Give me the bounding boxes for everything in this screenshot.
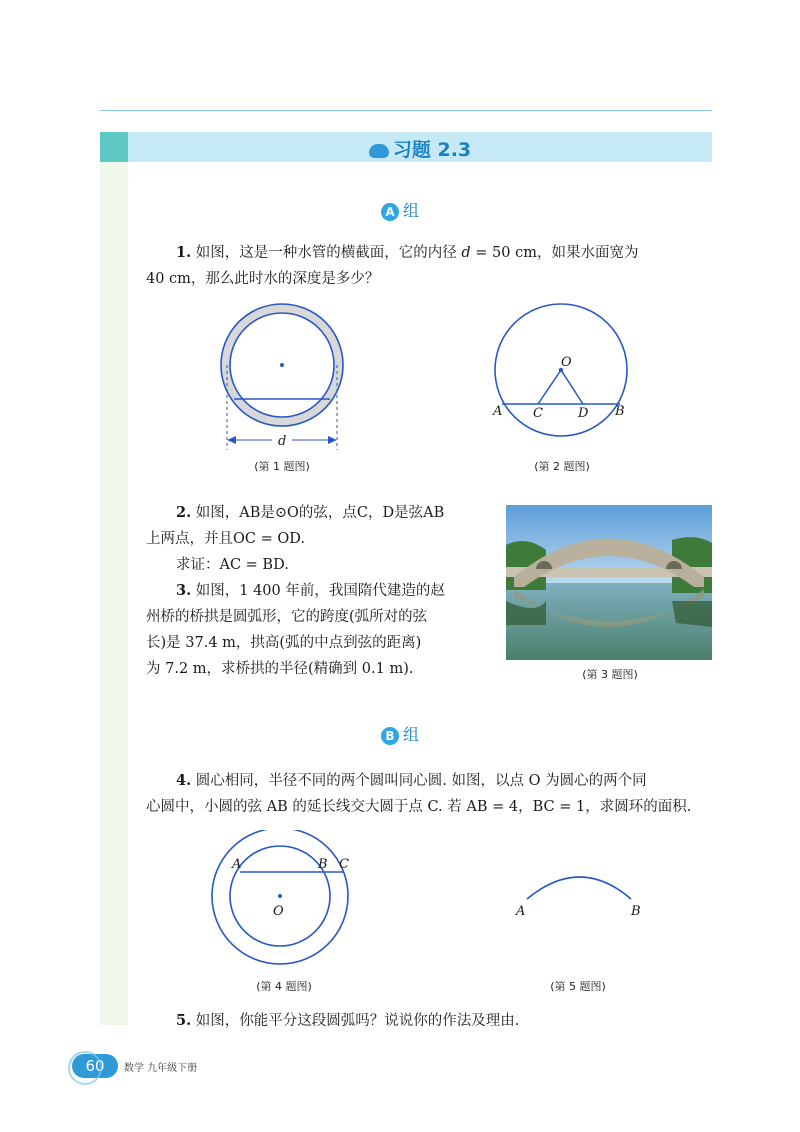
label-a: A <box>493 404 503 419</box>
figure-2-caption: (第 2 题图) <box>534 460 590 473</box>
figure-5-caption: (第 5 题图) <box>550 980 606 993</box>
label-d: D <box>578 406 589 421</box>
label-c: C <box>339 857 349 872</box>
bulb-icon <box>369 144 389 158</box>
arrowhead-right <box>328 436 337 444</box>
section-header <box>128 132 712 162</box>
figure-3-caption: (第 3 题图) <box>582 668 638 681</box>
question-3 <box>146 578 486 682</box>
label-d: d <box>278 434 287 449</box>
left-margin-band <box>100 132 128 1025</box>
q2-line3: 求证：AC = BD. <box>176 557 289 573</box>
label-c: C <box>533 406 543 421</box>
pipe-center-point <box>280 363 284 367</box>
figure-2-circle <box>485 300 635 450</box>
question-5: 5. 如图，你能平分这段圆弧吗？说说你的作法及理由. <box>176 1012 520 1029</box>
label-a: A <box>232 857 242 872</box>
label-b: B <box>318 857 328 872</box>
figure-1-caption: (第 1 题图) <box>254 460 310 473</box>
label-b: B <box>631 904 641 919</box>
label-o: O <box>273 904 284 919</box>
header-square <box>100 132 128 162</box>
figure-1-pipe <box>210 300 360 460</box>
label-b: B <box>615 404 625 419</box>
segment-od <box>561 370 583 404</box>
label-o: O <box>561 355 572 370</box>
q4-line1: 4. 圆心相同，半径不同的两个圆叫同心圆. 如图，以点 O 为圆心的两个同 <box>176 772 647 789</box>
q2-line2: 上两点，并且OC = OD. <box>146 531 305 547</box>
book-label: 数学 九年级下册 <box>124 1063 198 1074</box>
group-a-heading: A 组 <box>0 198 800 221</box>
segment-oc <box>538 370 561 404</box>
q4-line2: 心圆中，小圆的弦 AB 的延长线交大圆于点 C. 若 AB = 4，BC = 1，求圆环的面积. <box>146 799 692 815</box>
group-a-badge: A <box>381 203 399 221</box>
q3-line3: 长)是 37.4 m，拱高(弧的中点到弦的距离) <box>146 635 422 651</box>
q1-line2: 40 cm，那么此时水的深度是多少？ <box>146 271 380 287</box>
question-4 <box>146 768 716 820</box>
page-number: 60 <box>72 1054 118 1078</box>
arrowhead-left <box>227 436 236 444</box>
q1-line1: 1. 如图，这是一种水管的横截面，它的内径 d = 50 cm，如果水面宽为 <box>176 244 639 261</box>
q3-line1: 3. 如图，1 400 年前，我国隋代建造的赵 <box>176 582 445 599</box>
group-b-badge: B <box>381 727 399 745</box>
top-rule <box>100 110 712 111</box>
q3-line4: 为 7.2 m，求桥拱的半径(精确到 0.1 m). <box>146 661 414 677</box>
arc-ab <box>527 877 631 899</box>
q2-line1: 2. 如图，AB是⊙O的弦，点C，D是弦AB <box>176 504 445 521</box>
q3-line2: 州桥的桥拱是圆弧形，它的跨度(弧所对的弦 <box>146 609 428 625</box>
figure-5-arc <box>505 865 655 925</box>
group-b-heading: B 组 <box>0 722 800 745</box>
center-o-point <box>278 894 282 898</box>
question-2 <box>146 500 486 578</box>
zhaozhou-bridge-photo <box>506 505 712 660</box>
question-1 <box>146 240 716 292</box>
figure-4-concentric-circles <box>210 830 360 975</box>
label-a: A <box>516 904 526 919</box>
figure-4-caption: (第 4 题图) <box>256 980 312 993</box>
section-title: 习题 2.3 <box>128 135 712 162</box>
